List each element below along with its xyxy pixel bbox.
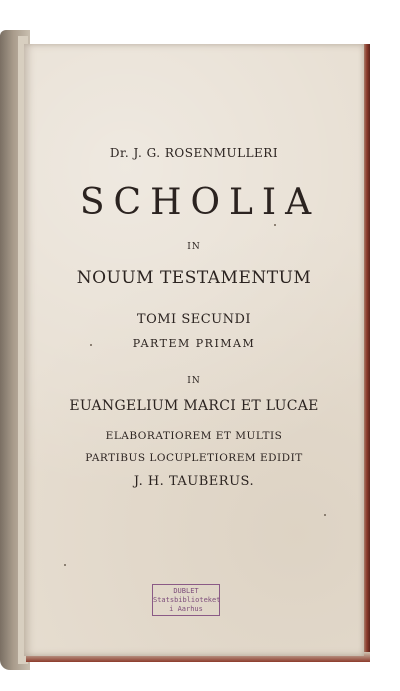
book-title: SCHOLIA [79,182,321,223]
stamp-line-2: Statsbiblioteket [153,596,221,604]
paper-fleck [324,514,326,516]
part-line: PARTEM PRIMAM [132,337,256,350]
in-line-2: IN [187,376,201,386]
paper-fleck [90,344,92,346]
paper-fleck [64,564,66,566]
title-page [24,44,364,656]
volume-line: TOMI SECUNDI [136,312,252,327]
paper-fleck [274,224,276,226]
editor-line: J. H. TAUBERUS. [133,474,255,489]
partibus-line: PARTIBUS LOCUPLETIOREM EDIDIT [85,452,303,464]
work-line: NOUUM TESTAMENTUM [76,268,312,288]
author-line: Dr. J. G. ROSENMULLERI [109,146,279,160]
in-line-1: IN [187,242,201,252]
gospels-line: EUANGELIUM MARCI ET LUCAE [69,398,319,414]
stamp-line-1: DUBLET [173,587,199,595]
stamp-line-3: i Aarhus [169,605,203,613]
library-stamp [152,584,220,616]
elaboratiorem-line: ELABORATIOREM ET MULTIS [105,430,283,442]
